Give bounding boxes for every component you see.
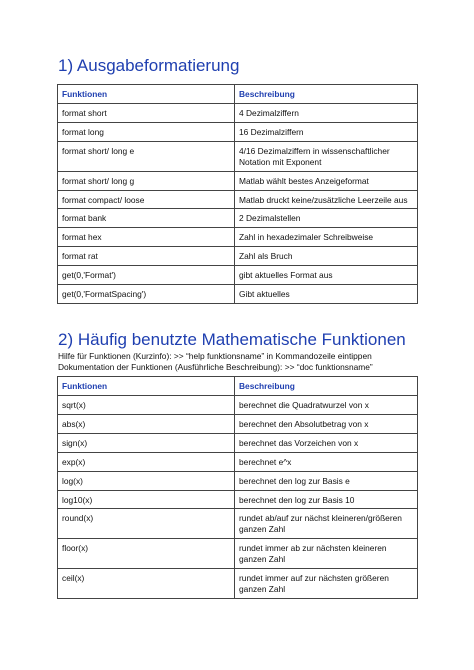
table-row <box>58 433 418 452</box>
table-row <box>58 247 418 266</box>
description-cell: rundet ab/auf zur nächst kleineren/größeren ganzen Zahl <box>235 509 418 539</box>
description-cell: 4/16 Dezimalziffern in wissenschaftlicher Notation mit Exponent <box>235 141 418 171</box>
description-cell: berechnet den log zur Basis 10 <box>235 490 418 509</box>
help-intro-text <box>58 351 373 373</box>
function-cell: ceil(x) <box>58 569 235 599</box>
help-hint-line: Hilfe für Funktionen (Kurzinfo): >> “help funktionsname” in Kommandozeile eintippen <box>58 351 372 361</box>
description-cell: rundet immer ab zur nächsten kleineren ganzen Zahl <box>235 539 418 569</box>
description-cell: berechnet den log zur Basis e <box>235 471 418 490</box>
table-header-row <box>58 85 418 104</box>
table-row <box>58 103 418 122</box>
function-cell: format long <box>58 122 235 141</box>
description-cell: berechnet die Quadratwurzel von x <box>235 395 418 414</box>
table-row <box>58 122 418 141</box>
description-cell: gibt aktuelles Format aus <box>235 266 418 285</box>
table-row <box>58 285 418 304</box>
description-cell: 2 Dezimalstellen <box>235 209 418 228</box>
table-row <box>58 539 418 569</box>
table-header-row <box>58 377 418 396</box>
table-row <box>58 209 418 228</box>
table-row <box>58 452 418 471</box>
doc-hint-line: Dokumentation der Funktionen (Ausführliche Beschreibung): >> “doc funktionsname” <box>58 362 373 372</box>
description-cell: Zahl in hexadezimaler Schreibweise <box>235 228 418 247</box>
table-row <box>58 395 418 414</box>
function-cell: get(0,'FormatSpacing') <box>58 285 235 304</box>
section-2-title: 2) Häufig benutzte Mathematische Funktionen <box>58 330 406 349</box>
description-cell: 16 Dezimalziffern <box>235 122 418 141</box>
function-cell: format short <box>58 103 235 122</box>
function-cell: get(0,'Format') <box>58 266 235 285</box>
function-cell: format hex <box>58 228 235 247</box>
table-row <box>58 509 418 539</box>
function-cell: abs(x) <box>58 414 235 433</box>
function-cell: format short/ long e <box>58 141 235 171</box>
description-cell: Matlab druckt keine/zusätzliche Leerzeile aus <box>235 190 418 209</box>
table-row <box>58 171 418 190</box>
header-beschreibung: Beschreibung <box>235 377 418 396</box>
description-cell: berechnet das Vorzeichen von x <box>235 433 418 452</box>
format-functions-table <box>57 84 418 304</box>
section-1-title: 1) Ausgabeformatierung <box>58 56 240 75</box>
function-cell: floor(x) <box>58 539 235 569</box>
table-row <box>58 190 418 209</box>
function-cell: exp(x) <box>58 452 235 471</box>
header-beschreibung: Beschreibung <box>235 85 418 104</box>
description-cell: berechnet den Absolutbetrag von x <box>235 414 418 433</box>
table-row <box>58 414 418 433</box>
function-cell: log10(x) <box>58 490 235 509</box>
table-row <box>58 141 418 171</box>
function-cell: format rat <box>58 247 235 266</box>
function-cell: sqrt(x) <box>58 395 235 414</box>
description-cell: berechnet e^x <box>235 452 418 471</box>
function-cell: format bank <box>58 209 235 228</box>
function-cell: format compact/ loose <box>58 190 235 209</box>
description-cell: Zahl als Bruch <box>235 247 418 266</box>
table-row <box>58 490 418 509</box>
table-row <box>58 228 418 247</box>
math-functions-table <box>57 376 418 599</box>
description-cell: Matlab wählt bestes Anzeigeformat <box>235 171 418 190</box>
function-cell: log(x) <box>58 471 235 490</box>
function-cell: round(x) <box>58 509 235 539</box>
function-cell: format short/ long g <box>58 171 235 190</box>
description-cell: rundet immer auf zur nächsten größeren ganzen Zahl <box>235 569 418 599</box>
table-row <box>58 266 418 285</box>
description-cell: 4 Dezimalziffern <box>235 103 418 122</box>
description-cell: Gibt aktuelles <box>235 285 418 304</box>
header-funktionen: Funktionen <box>58 85 235 104</box>
header-funktionen: Funktionen <box>58 377 235 396</box>
table-row <box>58 471 418 490</box>
table-row <box>58 569 418 599</box>
function-cell: sign(x) <box>58 433 235 452</box>
